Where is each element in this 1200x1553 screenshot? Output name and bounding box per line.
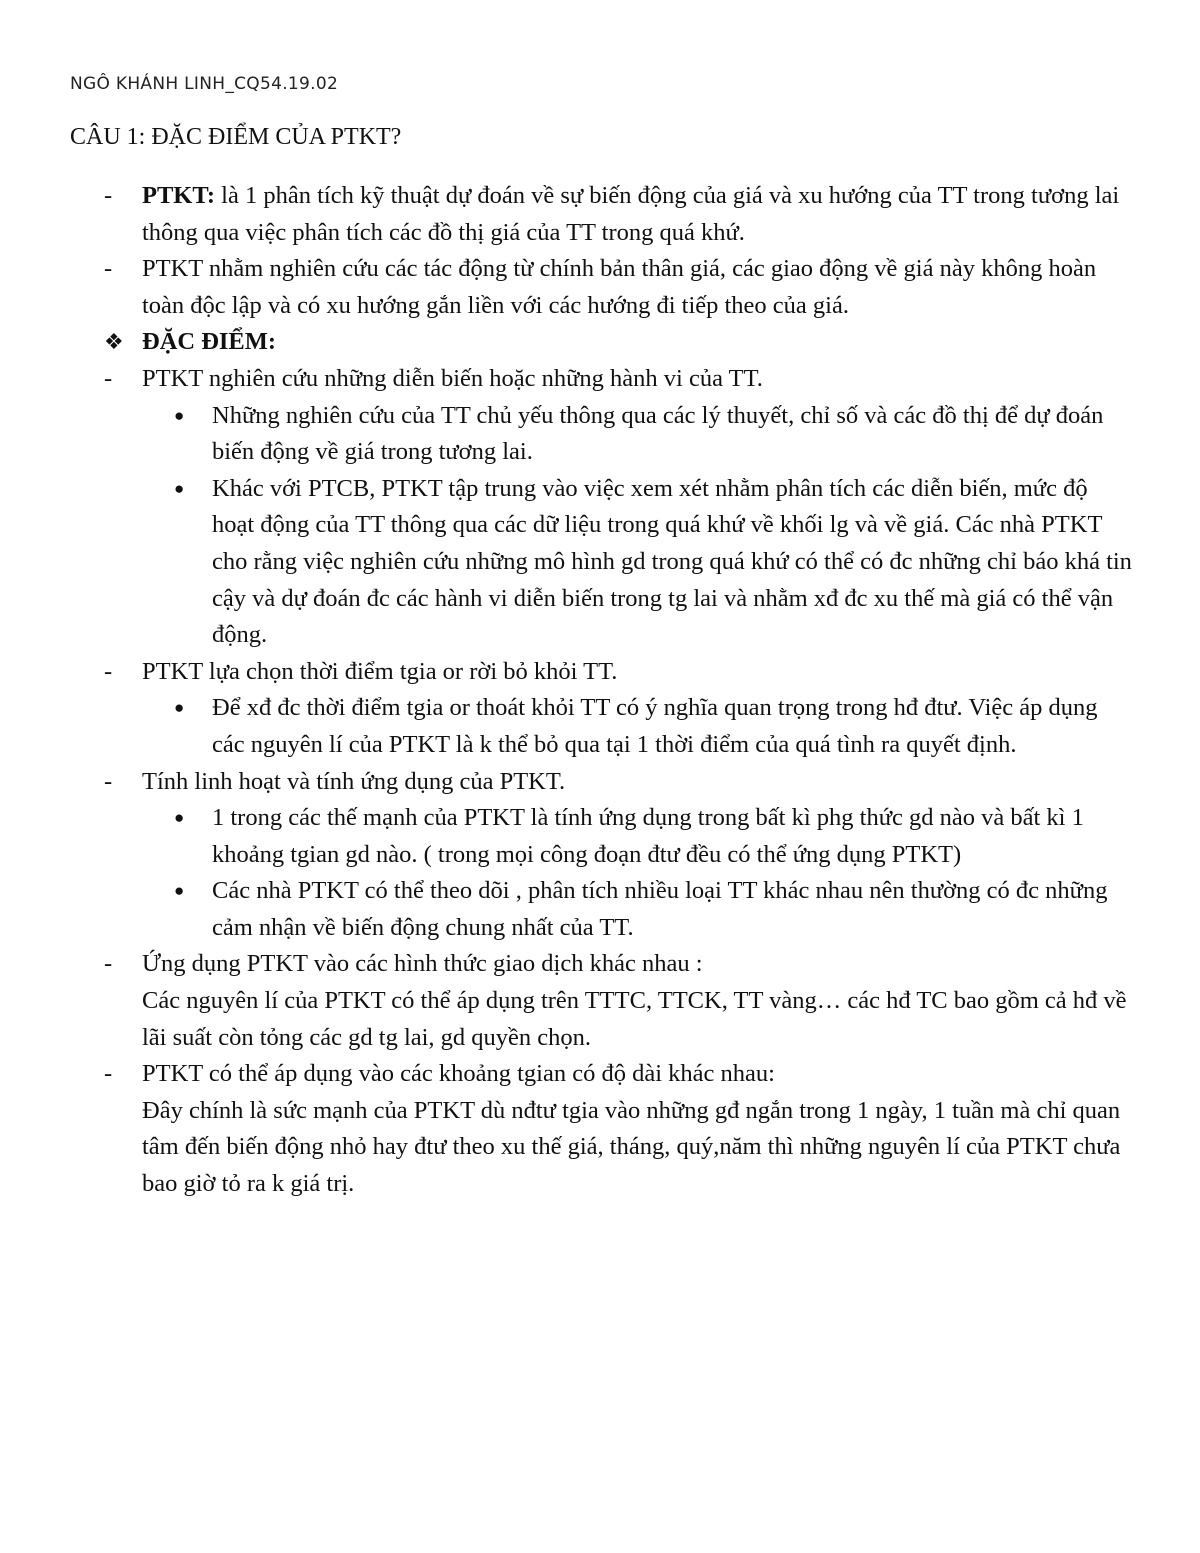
term-label: PTKT:: [142, 182, 216, 209]
bullet-icon: ●: [174, 405, 185, 425]
sub-list-item: [0, 800, 1132, 873]
list-item: [0, 361, 1132, 398]
dash-marker: -: [104, 182, 113, 209]
sub-item-text: Để xđ đc thời điểm tgia or thoát khỏi TT có ý nghĩa quan trọng trong hđ đtư. Việc áp dụng các nguyên lí của PTKT là k thể bỏ qua tại 1 thời điểm của quá tình ra quyết định.: [212, 694, 1098, 758]
bullet-icon: ●: [174, 478, 185, 498]
item-text: PTKT nhằm nghiên cứu các tác động từ chính bản thân giá, các giao động về giá này không hoàn toàn độc lập và có xu hướng gắn liền với các hướng đi tiếp theo của giá.: [142, 255, 1097, 319]
item-text: PTKT lựa chọn thời điểm tgia or rời bỏ khỏi TT.: [142, 657, 618, 685]
diamond-bullet-icon: ❖: [104, 329, 124, 355]
sub-list-item: [0, 471, 1132, 654]
item-text: Ứng dụng PTKT vào các hình thức giao dịch khác nhau :: [142, 950, 703, 978]
list-item: [0, 1056, 1132, 1202]
section-heading: ĐẶC ĐIỂM:: [142, 328, 277, 356]
section-heading-row: [0, 324, 1132, 361]
list-item: [0, 946, 1132, 1056]
sub-item-text: Khác với PTCB, PTKT tập trung vào việc xem xét nhằm phân tích các diễn biến, mức độ hoạt động của TT thông qua các dữ liệu trong quá khứ về khối lg và về giá. Các nhà PTKT cho rằng việc nghiên cứu những mô hình gd trong quá khứ có thể có đc những chỉ báo khá tin cậy và dự đoán đc các hành vi diễn biến trong tg lai và nhằm xđ đc xu thế mà giá có thể vận động.: [212, 474, 1132, 649]
sub-list-item: [0, 690, 1132, 763]
item-text: Tính linh hoạt và tính ứng dụng của PTKT.: [142, 767, 566, 795]
dash-marker: -: [104, 950, 113, 978]
document-body: [0, 178, 1200, 1203]
item-text: PTKT nghiên cứu những diễn biến hoặc những hành vi của TT.: [142, 364, 763, 392]
dash-marker: -: [104, 364, 113, 392]
item-continuation: Các nguyên lí của PTKT có thể áp dụng trên TTTC, TTCK, TT vàng… các hđ TC bao gồm cả hđ về lãi suất còn tỏng các gd tg lai, gd quyền chọn.: [142, 987, 1127, 1051]
list-item: [0, 764, 1132, 801]
bullet-icon: ●: [174, 881, 185, 901]
dash-marker: -: [104, 1060, 113, 1088]
sub-list-item: [0, 873, 1132, 946]
item-continuation: Đây chính là sức mạnh của PTKT dù nđtư tgia vào những gđ ngắn trong 1 ngày, 1 tuần mà chỉ quan tâm đến biến động nhỏ hay đtư theo xu thế giá, tháng, quý,năm thì những nguyên lí của PTKT chưa bao giờ tỏ ra k giá trị.: [142, 1096, 1121, 1198]
bullet-icon: ●: [174, 808, 185, 828]
sub-item-text: Những nghiên cứu của TT chủ yếu thông qua các lý thuyết, chỉ số và các đồ thị để dự đoán biến động về giá trong tương lai.: [212, 401, 1104, 466]
list-item: [0, 251, 1132, 324]
bullet-icon: ●: [174, 698, 185, 718]
question-title: CÂU 1: ĐẶC ĐIỂM CỦA PTKT?: [70, 124, 402, 150]
sub-item-text: Các nhà PTKT có thể theo dõi , phân tích nhiều loại TT khác nhau nên thường có đc những cảm nhận về biến động chung nhất của TT.: [212, 877, 1108, 941]
item-text: PTKT có thể áp dụng vào các khoảng tgian có độ dài khác nhau:: [142, 1060, 775, 1088]
list-item: [0, 178, 1132, 251]
dash-marker: -: [104, 767, 113, 795]
dash-marker: -: [104, 255, 113, 283]
item-text: là 1 phân tích kỹ thuật dự đoán về sự biến động của giá và xu hướng của TT trong tương lai thông qua việc phân tích các đồ thị giá của TT trong quá khứ.: [142, 182, 1120, 246]
author-header: NGÔ KHÁNH LINH_CQ54.19.02: [70, 74, 339, 94]
list-item: [0, 654, 1132, 691]
dash-marker: -: [104, 657, 113, 685]
sub-list-item: [0, 398, 1132, 471]
sub-item-text: 1 trong các thế mạnh của PTKT là tính ứng dụng trong bất kì phg thức gd nào và bất kì 1 khoảng tgian gd nào. ( trong mọi công đoạn đtư đều có thể ứng dụng PTKT): [212, 804, 1084, 868]
